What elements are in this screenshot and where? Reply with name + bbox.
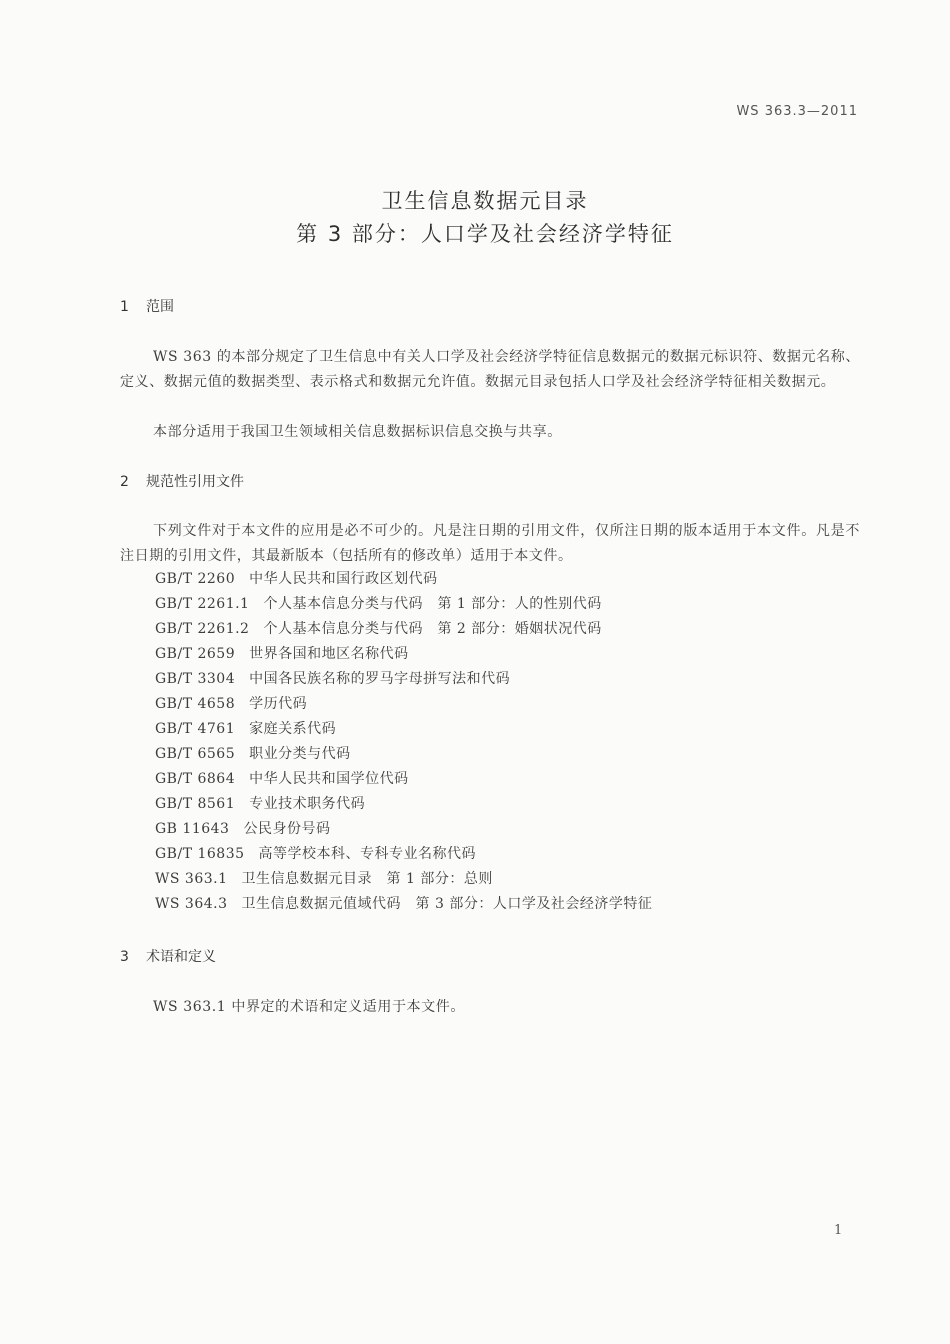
reference-code: GB/T 6864 [155, 771, 236, 787]
reference-title: 个人基本信息分类与代码 第 1 部分：人的性别代码 [263, 596, 602, 612]
reference-code: GB/T 2261.2 [155, 621, 250, 637]
section-title: 规范性引用文件 [146, 474, 244, 490]
reference-item [155, 842, 652, 867]
reference-title: 高等学校本科、专科专业名称代码 [258, 846, 477, 862]
section-number: 3 [120, 949, 129, 965]
reference-title: 学历代码 [249, 696, 308, 712]
reference-title: 中国各民族名称的罗马字母拼写法和代码 [249, 671, 511, 687]
reference-item [155, 717, 652, 742]
reference-item [155, 817, 652, 842]
document-title-line1: 卫生信息数据元目录 [381, 189, 589, 213]
reference-item [155, 567, 652, 592]
reference-code: WS 363.1 [155, 871, 228, 887]
section-2-heading [120, 471, 244, 491]
document-code: WS 363.3—2011 [736, 104, 858, 119]
reference-code: GB/T 6565 [155, 746, 236, 762]
reference-code: GB/T 4761 [155, 721, 236, 737]
section-3-paragraph-1: WS 363.1 中界定的术语和定义适用于本文件。 [153, 999, 465, 1015]
reference-title: 个人基本信息分类与代码 第 2 部分：婚姻状况代码 [263, 621, 602, 637]
reference-title: 卫生信息数据元目录 第 1 部分：总则 [241, 871, 493, 887]
reference-code: GB/T 16835 [155, 846, 245, 862]
reference-code: GB/T 2260 [155, 571, 236, 587]
reference-item [155, 617, 652, 642]
section-1-paragraph-1: WS 363 的本部分规定了卫生信息中有关人口学及社会经济学特征信息数据元的数据元标识符、数据元名称、定义、数据元值的数据类型、表示格式和数据元允许值。数据元目录包括人口学及社会经济学特征相关数据元。 [120, 349, 860, 390]
section-title: 术语和定义 [146, 949, 216, 965]
reference-title: 家庭关系代码 [249, 721, 337, 737]
reference-item [155, 692, 652, 717]
reference-item [155, 592, 652, 617]
reference-title: 公民身份号码 [243, 821, 331, 837]
reference-item [155, 767, 652, 792]
section-number: 2 [120, 474, 129, 490]
reference-code: GB/T 2659 [155, 646, 236, 662]
normative-references-list [155, 567, 652, 917]
reference-code: WS 364.3 [155, 896, 228, 912]
reference-title: 中华人民共和国学位代码 [249, 771, 409, 787]
section-2-intro: 下列文件对于本文件的应用是必不可少的。凡是注日期的引用文件，仅所注日期的版本适用于本文件。凡是不注日期的引用文件，其最新版本（包括所有的修改单）适用于本文件。 [120, 523, 860, 564]
reference-title: 世界各国和地区名称代码 [249, 646, 409, 662]
reference-code: GB 11643 [155, 821, 230, 837]
reference-title: 中华人民共和国行政区划代码 [249, 571, 438, 587]
reference-item [155, 742, 652, 767]
reference-code: GB/T 4658 [155, 696, 236, 712]
reference-code: GB/T 2261.1 [155, 596, 250, 612]
reference-code: GB/T 3304 [155, 671, 236, 687]
reference-title: 卫生信息数据元值域代码 第 3 部分：人口学及社会经济学特征 [241, 896, 653, 912]
reference-code: GB/T 8561 [155, 796, 236, 812]
reference-item [155, 792, 652, 817]
section-3-heading [120, 946, 216, 966]
reference-item [155, 667, 652, 692]
page-number: 1 [834, 1223, 843, 1238]
section-1-heading [120, 296, 174, 316]
reference-item [155, 867, 652, 892]
section-number: 1 [120, 299, 129, 315]
reference-item [155, 892, 652, 917]
reference-title: 职业分类与代码 [249, 746, 351, 762]
reference-title: 专业技术职务代码 [249, 796, 366, 812]
section-1-paragraph-2: 本部分适用于我国卫生领域相关信息数据标识信息交换与共享。 [153, 424, 562, 440]
reference-item [155, 642, 652, 667]
section-title: 范围 [146, 299, 174, 315]
document-title-line2: 第 3 部分：人口学及社会经济学特征 [296, 222, 674, 246]
